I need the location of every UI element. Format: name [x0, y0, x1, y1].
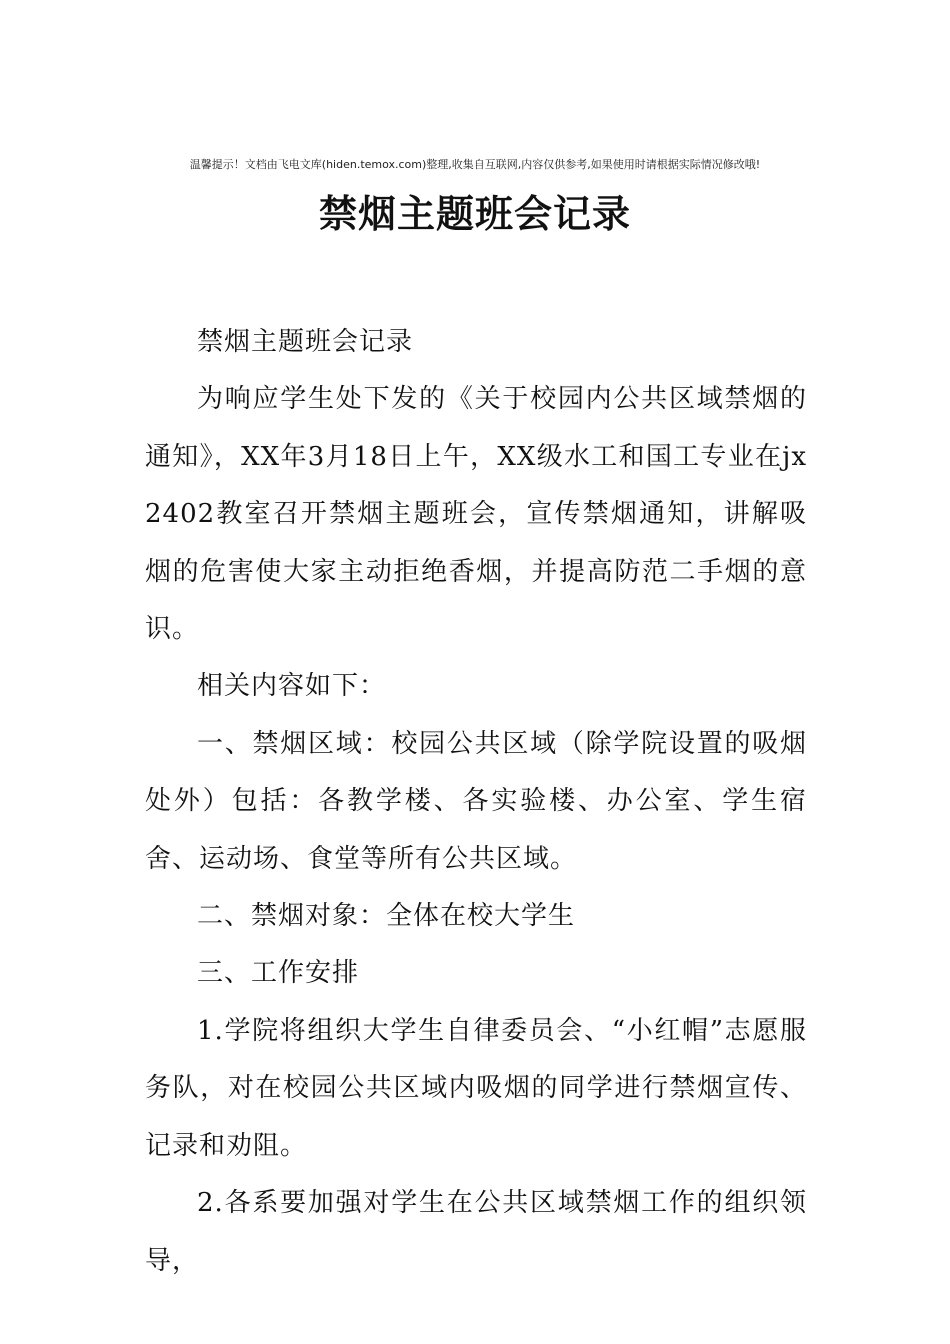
document-body: [145, 314, 807, 1290]
document-title: 禁烟主题班会记录: [318, 192, 631, 236]
paragraph-content-lead: 相关内容如下：: [197, 671, 387, 702]
paragraph-item-1: 1.学院将组织大学生自律委员会、“小红帽”志愿服务队，对在校园公共区域内吸烟的同学进行禁烟宣传、记录和劝阻。: [145, 1015, 807, 1161]
paragraph-section-1: 一、禁烟区域：校园公共区域（除学院设置的吸烟处外）包括：各教学楼、各实验楼、办公室、学生宿舍、运动场、食堂等所有公共区域。: [145, 728, 807, 874]
paragraph-intro: 为响应学生处下发的《关于校园内公共区域禁烟的通知》，XX年3月18日上午，XX级水工和国工专业在jx2402教室召开禁烟主题班会，宣传禁烟通知，讲解吸烟的危害使大家主动拒绝香烟，并提高防范二手烟的意识。: [145, 384, 807, 645]
paragraph-section-3: 三、工作安排: [197, 958, 360, 989]
paragraph-item-2: 2.各系要加强对学生在公共区域禁烟工作的组织领导，: [145, 1188, 807, 1276]
header-notice: 温馨提示！文档由飞电文库(hiden.temox.com)整理,收集自互联网,内容仅供参考,如果使用时请根据实际情况修改哦!: [189, 158, 761, 171]
paragraph-subtitle: 禁烟主题班会记录: [197, 327, 414, 357]
paragraph-section-2: 二、禁烟对象：全体在校大学生: [197, 901, 576, 932]
